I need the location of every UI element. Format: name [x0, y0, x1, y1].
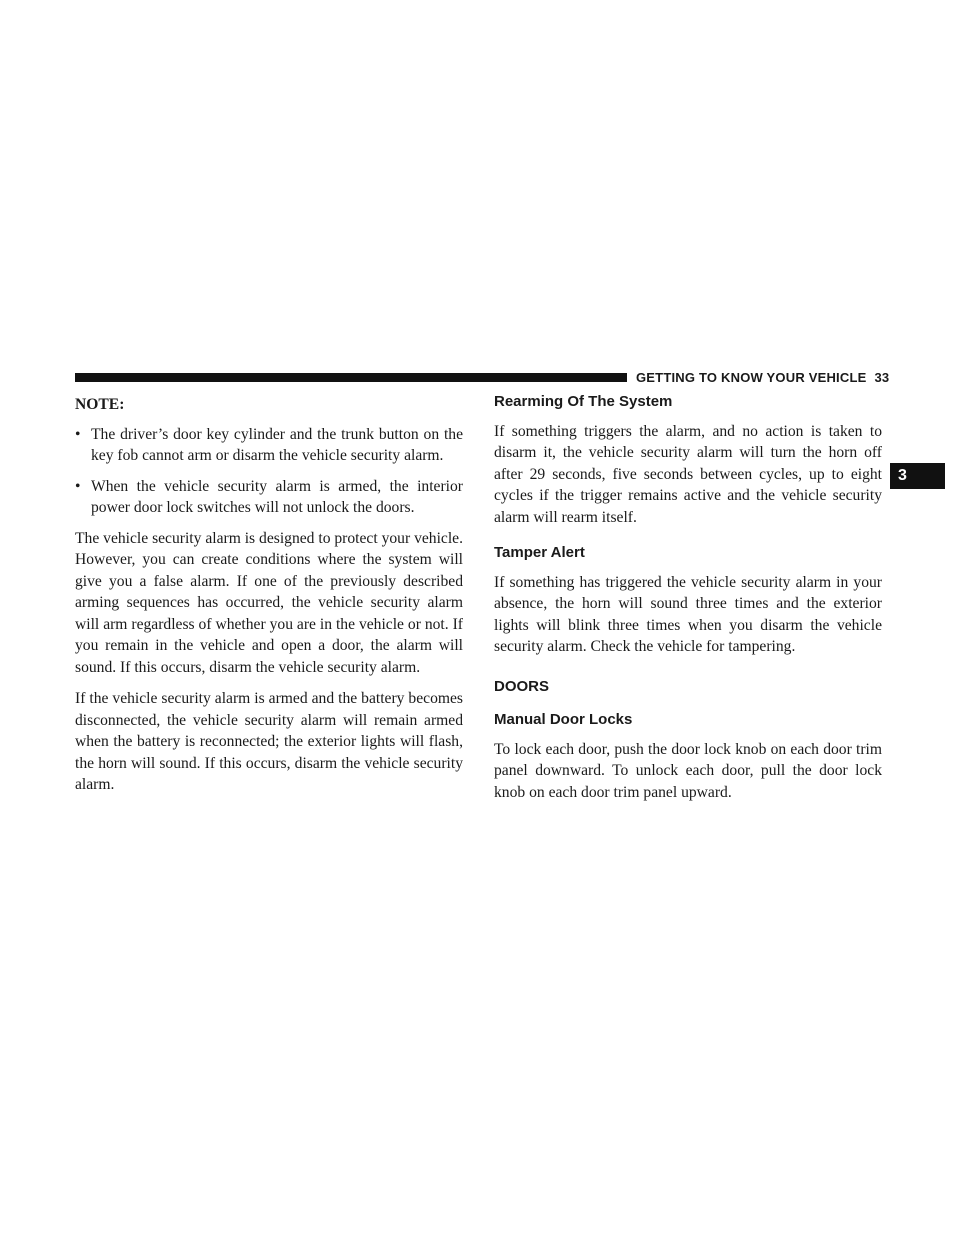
paragraph-battery: If the vehicle security alarm is armed and the battery becomes disconnected, the vehicle security alarm will remain armed when the battery is reconnected; the exterior lights will flash, the horn will sound. If this occurs, disarm the vehicle security alarm. [75, 690, 463, 793]
list-item [75, 476, 463, 519]
bullet-icon: • [75, 477, 81, 495]
running-header [636, 370, 889, 385]
chapter-tab: 3 [890, 463, 945, 489]
paragraph-manual-door-locks: To lock each door, push the door lock knob on each door trim panel downward. To unlock each door, pull the door lock knob on each door trim panel upward. [494, 740, 882, 801]
note-label: NOTE: [75, 396, 125, 413]
section-title: GETTING TO KNOW YOUR VEHICLE [636, 370, 867, 385]
right-column [494, 391, 882, 813]
note-bullets [75, 424, 463, 519]
heading-manual-door-locks: Manual Door Locks [494, 711, 633, 728]
heading-tamper-alert: Tamper Alert [494, 544, 585, 561]
bullet-icon: • [75, 425, 81, 443]
left-column [75, 394, 463, 806]
list-item [75, 424, 463, 467]
bullet-text: When the vehicle security alarm is armed, the interior power door lock switches will not unlock the doors. [91, 477, 463, 516]
header-rule [75, 373, 627, 382]
paragraph-tamper-alert: If something has triggered the vehicle security alarm in your absence, the horn will sound three times and the exterior lights will blink three times when you disarm the vehicle security alarm. Check the vehicle for tampering. [494, 573, 882, 655]
paragraph-false-alarm: The vehicle security alarm is designed to protect your vehicle. However, you can create conditions where the system will give you a false alarm. If one of the previously described arming sequences has occurred, the vehicle security alarm will arm regardless of whether you are in the vehicle or not. If you remain in the vehicle and open a door, the alarm will sound. If this occurs, disarm the vehicle security alarm. [75, 529, 463, 676]
paragraph-rearming: If something triggers the alarm, and no action is taken to disarm it, the vehicle security alarm will turn the horn off after 29 seconds, five seconds between cycles, up to eight cycles if the trigger remains active and the vehicle security alarm will rearm itself. [494, 422, 882, 526]
page-number: 33 [874, 370, 890, 385]
heading-rearming: Rearming Of The System [494, 393, 673, 410]
heading-doors: DOORS [494, 677, 550, 695]
bullet-text: The driver’s door key cylinder and the trunk button on the key fob cannot arm or disarm the vehicle security alarm. [91, 425, 463, 464]
